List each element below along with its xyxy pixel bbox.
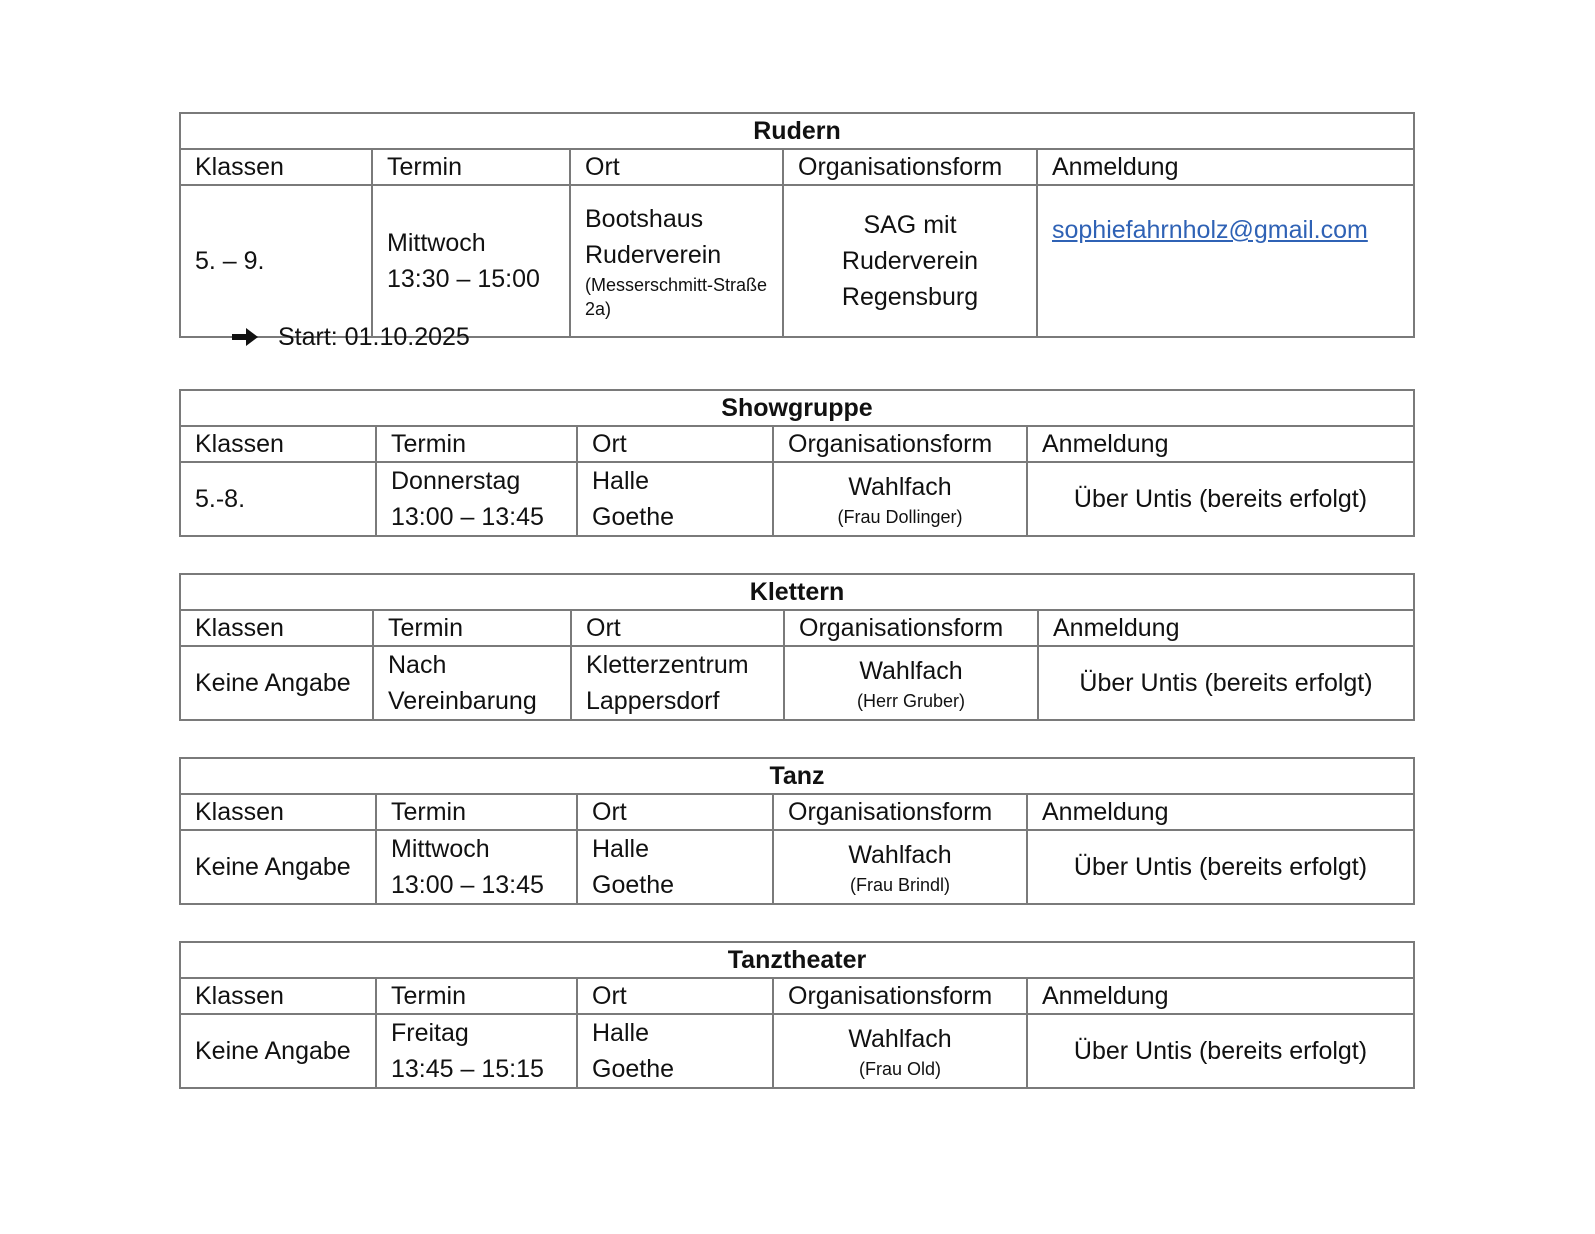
cell-organisationsform <box>773 462 1027 536</box>
table-title: Showgruppe <box>180 390 1414 426</box>
header-organisationsform: Organisationsform <box>783 149 1037 185</box>
org-main: Wahlfach <box>848 841 952 869</box>
cell-anmeldung: Über Untis (bereits erfolgt) <box>1038 646 1414 720</box>
cell-anmeldung: Über Untis (bereits erfolgt) <box>1027 830 1414 904</box>
termin-day: Mittwoch <box>391 835 490 863</box>
start-date: Start: 01.10.2025 <box>278 323 470 351</box>
cell-termin <box>376 462 577 536</box>
header-ort: Ort <box>577 426 773 462</box>
cell-klassen: Keine Angabe <box>180 646 373 720</box>
ort-line: Bootshaus <box>585 205 704 233</box>
cell-organisationsform <box>784 646 1038 720</box>
cell-klassen: Keine Angabe <box>180 830 376 904</box>
table-title: Klettern <box>180 574 1414 610</box>
header-klassen: Klassen <box>180 426 376 462</box>
table-tanz <box>179 757 1415 905</box>
cell-anmeldung: Über Untis (bereits erfolgt) <box>1027 462 1414 536</box>
table-row <box>180 1014 1414 1088</box>
termin-day: Donnerstag <box>391 467 521 495</box>
table-title: Tanztheater <box>180 942 1414 978</box>
table-title: Rudern <box>180 113 1414 149</box>
header-klassen: Klassen <box>180 794 376 830</box>
ort-line: Lappersdorf <box>586 687 720 715</box>
header-termin: Termin <box>376 426 577 462</box>
header-termin: Termin <box>373 610 571 646</box>
cell-organisationsform <box>783 185 1037 337</box>
org-main: Wahlfach <box>848 473 952 501</box>
header-klassen: Klassen <box>180 978 376 1014</box>
ort-line: Goethe <box>592 1055 675 1083</box>
ort-line: Halle <box>592 467 649 495</box>
ort-line: Ruderverein <box>585 241 722 269</box>
org-teacher: (Frau Old) <box>858 1059 941 1079</box>
termin-line: Vereinbarung <box>388 687 537 715</box>
org-line: Regensburg <box>841 283 979 311</box>
cell-ort <box>577 830 773 904</box>
cell-anmeldung: Über Untis (bereits erfolgt) <box>1027 1014 1414 1088</box>
table-row <box>180 646 1414 720</box>
table-klettern <box>179 573 1415 721</box>
termin-time: 13:30 – 15:00 <box>387 265 540 293</box>
header-ort: Ort <box>577 794 773 830</box>
header-anmeldung: Anmeldung <box>1027 794 1414 830</box>
termin-time: 13:00 – 13:45 <box>391 871 544 899</box>
cell-termin <box>372 185 570 337</box>
cell-termin <box>373 646 571 720</box>
cell-organisationsform <box>773 830 1027 904</box>
table-row <box>180 185 1414 337</box>
termin-time: 13:45 – 15:15 <box>391 1055 544 1083</box>
table-rudern <box>179 112 1415 338</box>
termin-line: Nach <box>388 651 447 679</box>
org-main: Wahlfach <box>859 657 963 685</box>
table-tanztheater <box>179 941 1415 1089</box>
header-termin: Termin <box>376 794 577 830</box>
ort-address: (Messerschmitt-Straße 2a) <box>585 275 768 319</box>
table-row <box>180 830 1414 904</box>
header-termin: Termin <box>376 978 577 1014</box>
header-klassen: Klassen <box>180 610 373 646</box>
org-line: SAG mit <box>863 211 957 239</box>
org-teacher: (Frau Brindl) <box>849 875 951 895</box>
header-organisationsform: Organisationsform <box>773 978 1027 1014</box>
right-arrow-icon <box>230 325 260 349</box>
header-ort: Ort <box>577 978 773 1014</box>
cell-klassen: 5. – 9. <box>180 185 372 337</box>
cell-termin <box>376 1014 577 1088</box>
header-anmeldung: Anmeldung <box>1027 978 1414 1014</box>
ort-line: Goethe <box>592 871 675 899</box>
start-note <box>230 320 470 354</box>
cell-klassen: Keine Angabe <box>180 1014 376 1088</box>
termin-day: Freitag <box>391 1019 469 1047</box>
org-main: Wahlfach <box>848 1025 952 1053</box>
org-teacher: (Frau Dollinger) <box>837 507 963 527</box>
termin-time: 13:00 – 13:45 <box>391 503 544 531</box>
ort-line: Halle <box>592 1019 649 1047</box>
cell-ort <box>577 462 773 536</box>
header-anmeldung: Anmeldung <box>1037 149 1414 185</box>
header-termin: Termin <box>372 149 570 185</box>
header-organisationsform: Organisationsform <box>773 426 1027 462</box>
table-title: Tanz <box>180 758 1414 794</box>
table-showgruppe <box>179 389 1415 537</box>
header-anmeldung: Anmeldung <box>1038 610 1414 646</box>
cell-anmeldung <box>1037 185 1414 337</box>
ort-line: Kletterzentrum <box>586 651 749 679</box>
table-row <box>180 462 1414 536</box>
header-ort: Ort <box>571 610 784 646</box>
cell-ort <box>570 185 783 337</box>
cell-organisationsform <box>773 1014 1027 1088</box>
header-klassen: Klassen <box>180 149 372 185</box>
cell-termin <box>376 830 577 904</box>
ort-line: Halle <box>592 835 649 863</box>
cell-ort <box>571 646 784 720</box>
header-organisationsform: Organisationsform <box>773 794 1027 830</box>
email-link[interactable]: sophiefahrnholz@gmail.com <box>1052 216 1368 244</box>
header-anmeldung: Anmeldung <box>1027 426 1414 462</box>
header-organisationsform: Organisationsform <box>784 610 1038 646</box>
termin-day: Mittwoch <box>387 229 486 257</box>
header-ort: Ort <box>570 149 783 185</box>
cell-ort <box>577 1014 773 1088</box>
org-teacher: (Herr Gruber) <box>856 691 965 711</box>
ort-line: Goethe <box>592 503 675 531</box>
cell-klassen: 5.-8. <box>180 462 376 536</box>
org-line: Ruderverein <box>841 247 979 275</box>
